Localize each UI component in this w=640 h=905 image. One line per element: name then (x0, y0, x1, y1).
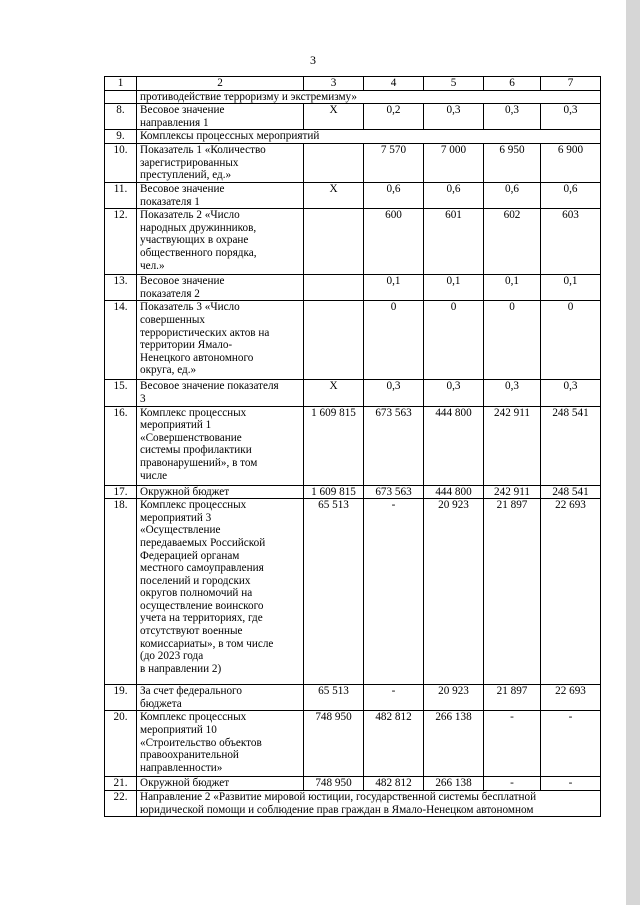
value-col-7: 0 (541, 301, 601, 380)
value-col-6: 242 911 (484, 406, 541, 485)
table-row (105, 90, 601, 104)
value-total: 1 609 815 (304, 485, 364, 499)
row-label: Весовое значение направления 1 (137, 104, 304, 130)
value-total (304, 143, 364, 182)
row-number: 20. (105, 711, 137, 777)
value-col-6: 0,1 (484, 275, 541, 301)
value-col-7: 22 693 (541, 499, 601, 685)
row-label: Окружной бюджет (137, 485, 304, 499)
table-row (105, 143, 601, 182)
value-col-5: 444 800 (424, 406, 484, 485)
value-total: 65 513 (304, 685, 364, 711)
column-number: 1 (105, 77, 137, 91)
value-col-4: 0,1 (364, 275, 424, 301)
row-number: 13. (105, 275, 137, 301)
table-row (105, 777, 601, 791)
table-row (105, 485, 601, 499)
table-row (105, 130, 601, 144)
value-col-4: 0,6 (364, 182, 424, 208)
value-total: Х (304, 104, 364, 130)
value-col-5: 0,6 (424, 182, 484, 208)
value-col-4: 482 812 (364, 711, 424, 777)
indicators-table (104, 76, 601, 817)
value-col-6: 0,6 (484, 182, 541, 208)
table-row (105, 790, 601, 816)
value-total (304, 209, 364, 275)
value-col-7: 0,3 (541, 104, 601, 130)
value-total: Х (304, 182, 364, 208)
table-row (105, 104, 601, 130)
row-label: Весовое значение показателя 3 (137, 380, 304, 406)
value-col-7: 0,3 (541, 380, 601, 406)
value-col-6: - (484, 777, 541, 791)
row-number: 15. (105, 380, 137, 406)
value-total (304, 275, 364, 301)
column-number-row (105, 77, 601, 91)
value-col-4: 0,2 (364, 104, 424, 130)
value-total: 1 609 815 (304, 406, 364, 485)
page-number: 3 (310, 53, 316, 67)
value-total: 65 513 (304, 499, 364, 685)
row-number: 22. (105, 790, 137, 816)
table-row (105, 275, 601, 301)
value-col-6: 21 897 (484, 685, 541, 711)
column-number: 4 (364, 77, 424, 91)
row-number: 19. (105, 685, 137, 711)
value-col-5: 0,1 (424, 275, 484, 301)
row-number: 17. (105, 485, 137, 499)
row-number: 21. (105, 777, 137, 791)
table-row (105, 499, 601, 685)
value-total (304, 301, 364, 380)
row-number (105, 90, 137, 104)
row-label: Комплекс процессных мероприятий 1 «Совершенствование системы профилактики правонарушений», в том числе (137, 406, 304, 485)
value-col-6: - (484, 711, 541, 777)
row-section-title: Направление 2 «Развитие мировой юстиции, государственной системы бесплатной юридической помощи и соблюдение прав граждан в Ямало-Ненецком автономном (137, 790, 601, 816)
column-number: 2 (137, 77, 304, 91)
value-col-5: 0 (424, 301, 484, 380)
scan-edge (626, 0, 640, 905)
row-label: Весовое значение показателя 1 (137, 182, 304, 208)
row-section-title: противодействие терроризму и экстремизму» (137, 90, 601, 104)
column-number: 7 (541, 77, 601, 91)
value-total: Х (304, 380, 364, 406)
value-col-4: 600 (364, 209, 424, 275)
row-number: 12. (105, 209, 137, 275)
column-number: 3 (304, 77, 364, 91)
value-col-4: 673 563 (364, 406, 424, 485)
value-col-4: 0,3 (364, 380, 424, 406)
value-col-5: 20 923 (424, 499, 484, 685)
table-row (105, 182, 601, 208)
row-number: 8. (105, 104, 137, 130)
row-number: 18. (105, 499, 137, 685)
table-row (105, 406, 601, 485)
value-col-6: 0 (484, 301, 541, 380)
value-col-7: 6 900 (541, 143, 601, 182)
row-label: Показатель 2 «Число народных дружинников, участвующих в охране общественного порядка, чел.» (137, 209, 304, 275)
value-col-7: 603 (541, 209, 601, 275)
row-number: 10. (105, 143, 137, 182)
row-label: За счет федерального бюджета (137, 685, 304, 711)
value-col-5: 0,3 (424, 380, 484, 406)
value-col-5: 7 000 (424, 143, 484, 182)
value-col-7: 248 541 (541, 406, 601, 485)
table-row (105, 685, 601, 711)
value-col-5: 601 (424, 209, 484, 275)
row-section-title: Комплексы процессных мероприятий (137, 130, 601, 144)
value-col-7: 0,1 (541, 275, 601, 301)
value-col-4: 673 563 (364, 485, 424, 499)
value-col-6: 0,3 (484, 380, 541, 406)
value-col-7: - (541, 777, 601, 791)
value-col-4: - (364, 685, 424, 711)
value-col-5: 0,3 (424, 104, 484, 130)
value-col-7: 0,6 (541, 182, 601, 208)
value-total: 748 950 (304, 777, 364, 791)
row-number: 11. (105, 182, 137, 208)
value-col-4: - (364, 499, 424, 685)
row-label: Окружной бюджет (137, 777, 304, 791)
value-col-4: 0 (364, 301, 424, 380)
value-col-5: 266 138 (424, 777, 484, 791)
value-col-5: 444 800 (424, 485, 484, 499)
row-label: Показатель 3 «Число совершенных террористических актов на территории Ямало- Ненецкого автономного округа, ед.» (137, 301, 304, 380)
value-col-5: 266 138 (424, 711, 484, 777)
row-number: 16. (105, 406, 137, 485)
value-col-6: 6 950 (484, 143, 541, 182)
value-col-6: 602 (484, 209, 541, 275)
table-body (105, 77, 601, 817)
value-col-6: 0,3 (484, 104, 541, 130)
table-row (105, 301, 601, 380)
row-label: Комплекс процессных мероприятий 10 «Строительство объектов правоохранительной направленности» (137, 711, 304, 777)
table-row (105, 380, 601, 406)
value-col-6: 242 911 (484, 485, 541, 499)
row-number: 9. (105, 130, 137, 144)
row-label: Комплекс процессных мероприятий 3 «Осуществление передаваемых Российской Федерацией органам местного самоуправления поселений и городских округов полномочий на осуществление воинского учета на территориях, где отсутствуют военные комиссариаты», в том числе (до 2023 года в направлении 2) (137, 499, 304, 685)
value-col-7: 22 693 (541, 685, 601, 711)
value-col-5: 20 923 (424, 685, 484, 711)
value-col-7: - (541, 711, 601, 777)
value-total: 748 950 (304, 711, 364, 777)
value-col-4: 7 570 (364, 143, 424, 182)
value-col-4: 482 812 (364, 777, 424, 791)
row-number: 14. (105, 301, 137, 380)
value-col-7: 248 541 (541, 485, 601, 499)
row-label: Весовое значение показателя 2 (137, 275, 304, 301)
table-row (105, 209, 601, 275)
table-row (105, 711, 601, 777)
column-number: 6 (484, 77, 541, 91)
column-number: 5 (424, 77, 484, 91)
value-col-6: 21 897 (484, 499, 541, 685)
row-label: Показатель 1 «Количество зарегистрированных преступлений, ед.» (137, 143, 304, 182)
